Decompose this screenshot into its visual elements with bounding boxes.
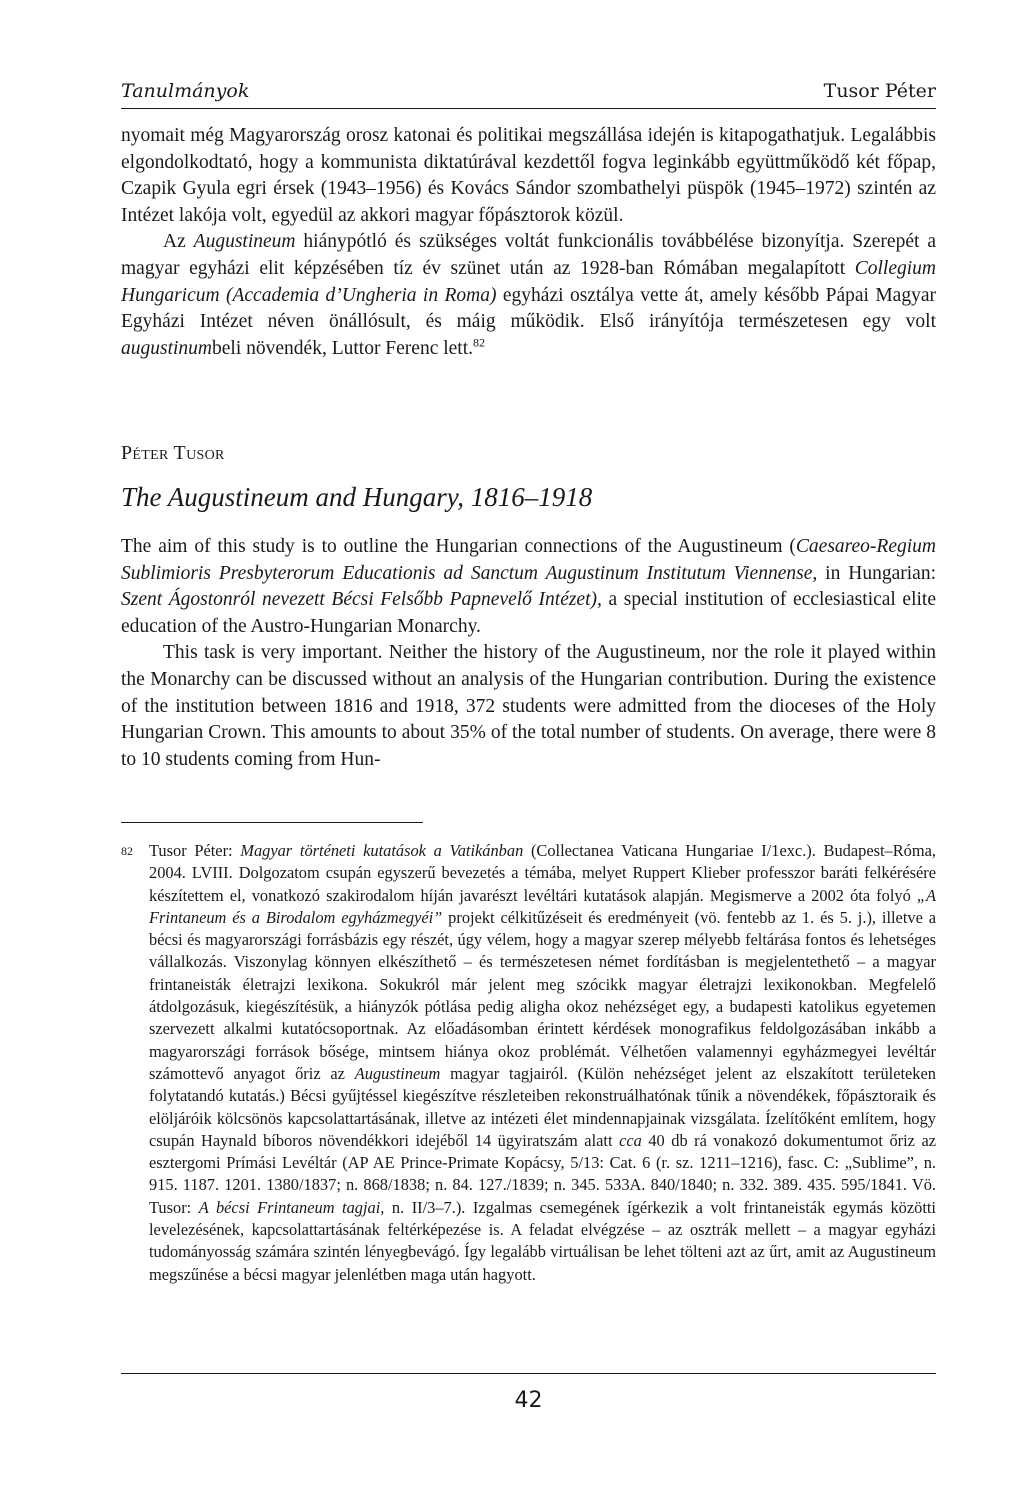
bottom-rule (121, 1373, 936, 1374)
summary-author: Péter Tusor (121, 442, 225, 464)
summary-title: The Augustineum and Hungary, 1816–1918 (121, 482, 593, 512)
document-page (121, 0, 936, 1485)
italic-run: Augustineum (193, 231, 296, 253)
footnote-separator (121, 822, 423, 823)
text-run: (Collectanea Vaticana Hungariae I/1exc.). Budapest–Róma, 2004. LVIII. Dolgozatom csupán egyszerű bevezetés a témába, melyet Ruppert Klieber professzor baráti felkérésére készítettem el, vonatkozó szakirodalom híján javarészt levéltári kutatások alapján. Megismerve a 2002 óta folyó (149, 841, 936, 905)
text-run: beli növendék, Luttor Ferenc lett. (212, 337, 474, 359)
running-head-section: Tanulmányok (121, 80, 250, 102)
text-run: a special institution of ecclesiastical elite education of the Austro-Hungarian Monarchy. (121, 589, 936, 637)
page-number: 42 (514, 1388, 543, 1413)
footnote-number: 82 (121, 844, 133, 858)
italic-run: A bécsi Frintaneum tagjai, (198, 1197, 385, 1217)
hu-paragraph-2 (121, 229, 936, 362)
hu-paragraph-1: nyomait még Magyarország orosz katonai és politikai megszállása idején is kitapogathatjuk. Legalábbis elgondolkodtató, hogy a kommunista diktatúrával kezdettől fogva leginkább együttműködő két főpap, Czapik Gyula egri érsek (1943–1956) és Kovács Sándor szombathelyi püspök (1945–1972) szintén az Intézet lakója volt, egyedül az akkori magyar főpásztorok közül. (121, 125, 936, 226)
text-run: in Hungarian: (817, 562, 936, 584)
hungarian-text (121, 123, 936, 362)
text-run: magyar tagjairól. (Külön nehézséget jelent az elszakított területeken folytatandó kutatás.) Bécsi gyűjtéssel kiegészítve részleteiben rekonstruálhatónak tűnik a növendékek, főpásztoraik és elöljáróik kölcsönös kapcsolattartásának, illetve az intézeti élet mindennapjainak vizsgálata. Ízelítőként említem, hogy csupán Haynald bíboros növendékkori idejéből 14 ügyiratszám alatt (149, 1063, 936, 1150)
text-run: Tusor Péter: (149, 841, 241, 860)
footnote-ref: 82 (473, 335, 486, 350)
italic-run: Collegium Hungaricum (Accademia d’Ungheria in Roma) (121, 257, 936, 306)
italic-run: Caesareo-Regium Sublimioris Presbyterorum Educationis ad Sanctum Augustinum Institutum Viennense, (121, 536, 936, 584)
text-run: The aim of this study is to outline the Hungarian connections of the Augustineum ( (121, 536, 796, 557)
running-head (121, 80, 936, 109)
text-run: hiánypótló és szükséges voltát funkcionális továbbélése bizonyítja. Szerepét a magyar egyházi elit képzésében tíz év szünet után az 1928-ban Rómában megalapított (121, 231, 936, 279)
text-run: 40 db rá vonakozó dokumentumot őriz az esztergomi Prímási Levéltár (AP AE Prince-Primate Kopácsy, 5/13: Cat. 6 (r. sz. 1211–1216), fasc. C: „Sublime”, n. 915. 1187. 1201. 1380/1837; n. 868/1838; n. 84. 127./1839; n. 345. 533A. 840/1840; n. 332. 389. 435. 595/1841. Vö. Tusor: (149, 1130, 937, 1217)
text-run: Az (163, 231, 194, 253)
footnote-82 (121, 840, 936, 1286)
en-paragraph-1 (121, 534, 936, 640)
italic-run: cca (619, 1130, 642, 1150)
running-head-author: Tusor Péter (823, 80, 936, 102)
text-run: egyházi osztálya vette át, amely később Pápai Magyar Egyházi Intézet néven önállósult, és máig működik. Első irányítója természetesen egy volt (121, 284, 936, 333)
italic-run: „A Frintaneum és a Birodalom egyházmegyéi” (149, 885, 936, 927)
text-run: n. II/3–7.). Izgalmas csemegének ígérkezik a volt frintaneisták egymás közötti levelezésének, kapcsolattartásának feltérképezése is. A feladat elvégzése – az osztrák mellett – a magyar egyházi tudományosság számára szintén lényegbevágó. Így legalább virtuálisan be lehet tölteni azt az űrt, amit az Augustineum megszűnése a bécsi magyar jelenlétben maga után hagyott. (149, 1197, 936, 1284)
en-paragraph-2: This task is very important. Neither the history of the Augustineum, nor the role it played within the Monarchy can be discussed without an analysis of the Hungarian contribution. During the existence of the institution between 1816 and 1918, 372 students were admitted from the dioceses of the Holy Hungarian Crown. This amounts to about 35% of the total number of students. On average, there were 8 to 10 students coming from Hun- (121, 642, 936, 770)
italic-run: Magyar történeti kutatások a Vatikánban (240, 841, 524, 860)
english-summary (121, 534, 936, 773)
italic-run: Szent Ágostonról nevezett Bécsi Felsőbb Papnevelő Intézet), (121, 589, 602, 611)
italic-run: Augustineum (354, 1063, 441, 1083)
italic-run: augustinum (121, 337, 213, 359)
text-run: projekt célkitűzéseit és eredményeit (vö. fentebb az 1. és 5. j.), illetve a bécsi és magyarországi forrásbázis egy részét, úgy vélem, hogy a magyar szerep mélyebb feltárása fontos és lehetséges vállalkozás. Viszonylag könnyen elkészíthető – és természetesen német fordításban is megjelentethető – a magyar frintaneisták életrajzi lexikona. Sokukról már jelent meg szócikk magyar életrajzi lexikonokban. Megfelelő átdolgozásuk, kiegészítésük, a hiányzók pótlása pedig aligha okoz nehézséget egy, a budapesti katolikus egyetemen szervezett alkalmi kutatócsoportnak. Az előadásomban érintett kérdések monografikus feldolgozásában inkább a magyarországi források bősége, mintsem hiánya okoz problémát. Vélhetően valamennyi egyházmegyei levéltár számottevő anyagot őriz az (149, 907, 936, 1083)
